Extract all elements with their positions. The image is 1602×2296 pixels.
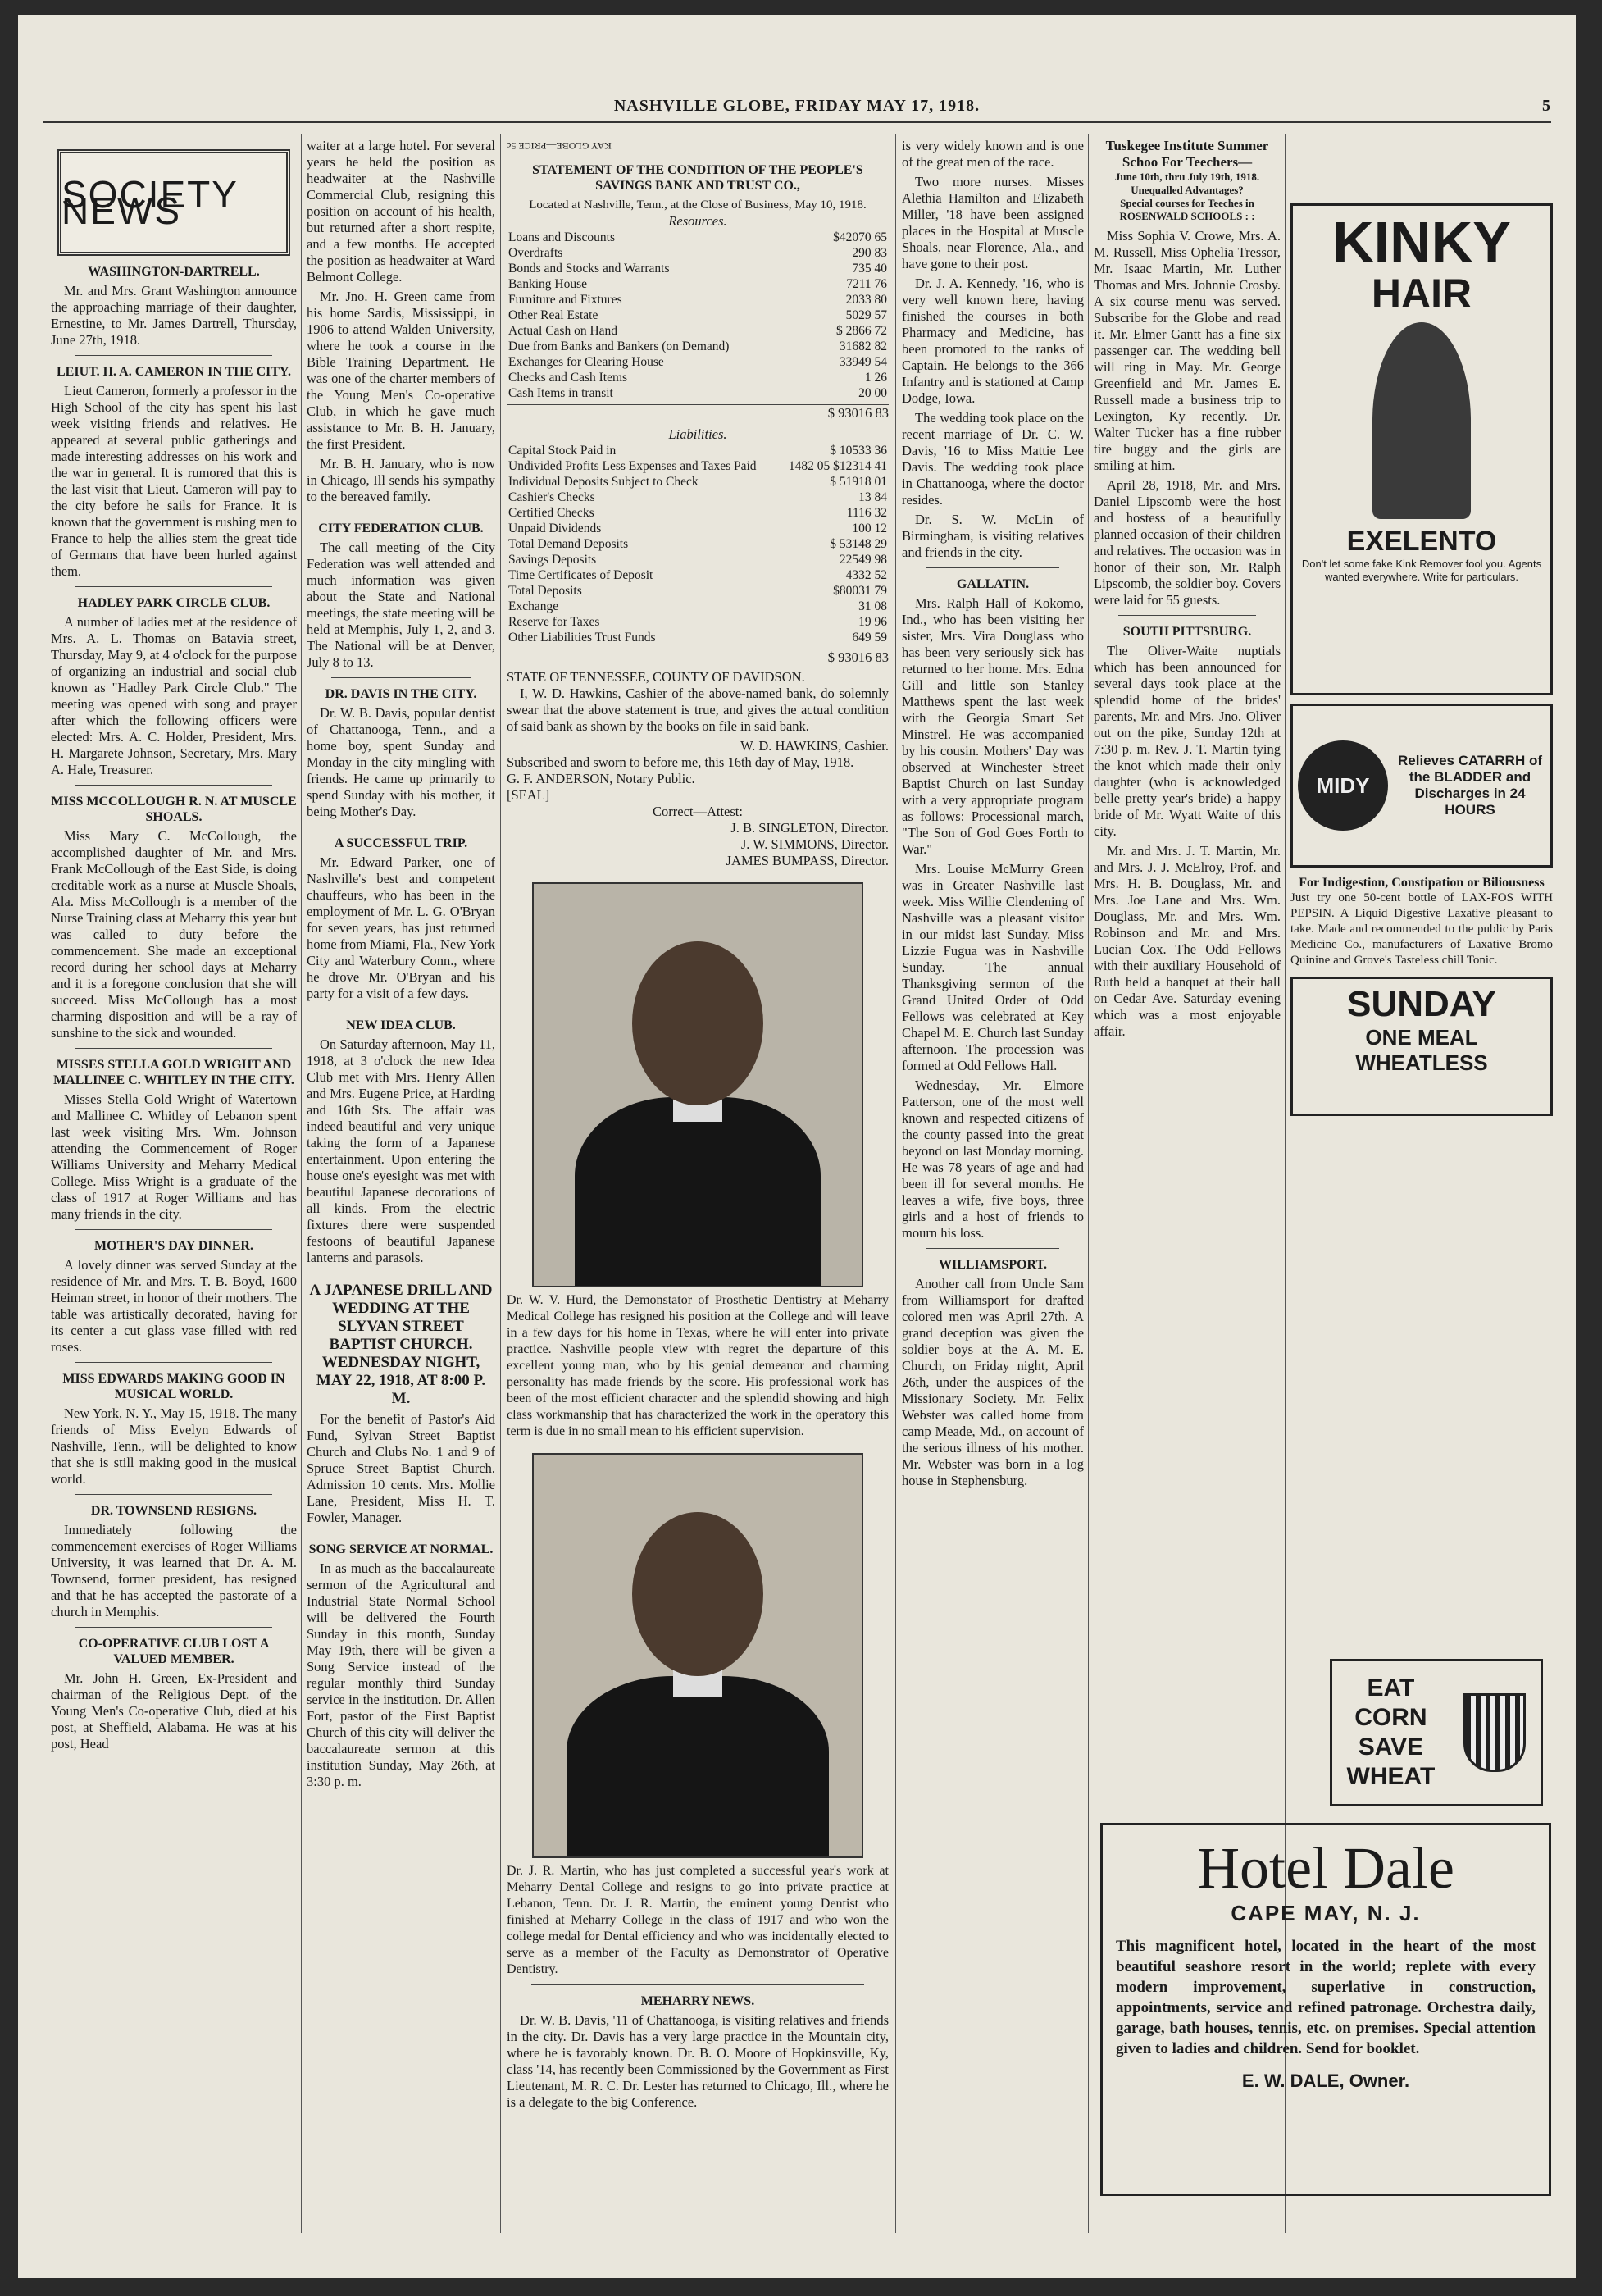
statement-label: Furniture and Fixtures bbox=[508, 293, 622, 307]
wheatless-text: ONE MEAL WHEATLESS bbox=[1355, 1025, 1488, 1075]
bank-statement-title: STATEMENT OF THE CONDITION OF THE PEOPLE'S SAVINGS BANK AND TRUST CO., bbox=[532, 163, 863, 193]
statement-row bbox=[507, 599, 889, 614]
column-1 bbox=[51, 138, 297, 2237]
sunday-headline: SUNDAY bbox=[1347, 984, 1496, 1024]
hotel-dale-ad bbox=[1100, 1823, 1551, 2196]
statement-row bbox=[507, 552, 889, 567]
statement-amount: 649 59 bbox=[852, 631, 887, 645]
statement-amount: 31 08 bbox=[858, 599, 887, 613]
sunday-wheatless-ad bbox=[1290, 977, 1553, 1116]
statement-amount: $80031 79 bbox=[833, 584, 887, 598]
column-rule bbox=[301, 134, 302, 2233]
statement-row bbox=[507, 354, 889, 370]
wheat-word: WHEAT bbox=[1346, 1763, 1436, 1790]
article-heading: MEHARRY NEWS. bbox=[640, 1994, 755, 2008]
column-6-ads bbox=[1290, 203, 1553, 1124]
statement-row bbox=[507, 490, 889, 505]
column-rule bbox=[1088, 134, 1089, 2233]
statement-amount: 33949 54 bbox=[839, 355, 887, 369]
column-rule bbox=[500, 134, 501, 2233]
statement-amount: 13 84 bbox=[858, 490, 887, 504]
kinky-ad-text: Don't let some fake Kink Remover fool you. Agents wanted everywhere. Write for particulars. bbox=[1301, 558, 1542, 583]
article-heading: MOTHER'S DAY DINNER. bbox=[94, 1239, 253, 1253]
article-heading: LEIUT. H. A. CAMERON IN THE CITY. bbox=[57, 365, 291, 379]
statement-label: Undivided Profits Less Expenses and Taxes Paid bbox=[508, 459, 757, 473]
divider bbox=[926, 567, 1059, 568]
catarrh-ad bbox=[1290, 704, 1553, 868]
article-text: On Saturday afternoon, May 11, 1918, at 3 o'clock the new Idea Club met with Mrs. Henry Allen and Mrs. Eugene Price, at Harding and 16th Sts. The affair was indeed beautiful and very unique taking the form of a Japanese entertainment. Upon entering the house one's eyesight was met with beautiful Japanese decorations of all kinds. From the electric fixtures there were suspended festoons of beautiful Japanese lanterns and parasols. bbox=[307, 1036, 495, 1265]
liabilities-table bbox=[507, 443, 889, 645]
article-heading: CITY FEDERATION CLUB. bbox=[318, 522, 484, 535]
resources-total: $ 93016 83 bbox=[507, 404, 889, 421]
article-text: Lieut Cameron, formerly a professor in the High School of the city has spent his last week visiting friends and relatives. He appeared at several public gatherings and made interesting addresses on his work and the war in general. It is rumored that this is the last visit that Lieut. Cameron will pay to the city before he sails for France. It is known that the government is rushing men to France to help the allies stem the great tide of Germans that have been hurled against them. bbox=[51, 383, 297, 579]
article-text: is very widely known and is one of the great men of the race. bbox=[902, 138, 1084, 170]
corn-word: CORN bbox=[1354, 1704, 1427, 1731]
statement-amount: $42070 65 bbox=[833, 230, 887, 244]
statement-row bbox=[507, 339, 889, 354]
statement-label: Total Deposits bbox=[508, 584, 582, 598]
statement-amount: 20 00 bbox=[858, 386, 887, 400]
statement-amount: 1116 32 bbox=[846, 506, 887, 520]
notary-line: G. F. ANDERSON, Notary Public. bbox=[507, 771, 695, 786]
attest-label: Correct—Attest: bbox=[653, 804, 743, 819]
article-text: Dr. W. B. Davis, '11 of Chattanooga, is visiting relatives and friends in the city. Dr. Davis has a very large practice in the Mountain city, where he is favorably known. Dr. B. O. Moore of Hopkinsville, Ky, class '14, has recently been Commissioned by the Government as First Lieutenant, M. R. C. Dr. Lester has returned to Chicago, Ill., where he is a delegate to the big Conference. bbox=[507, 2012, 889, 2110]
article-text: New York, N. Y., May 15, 1918. The many friends of Miss Evelyn Edwards of Nashville, Tenn., will be delighted to know that she is still making good in the musical world. bbox=[51, 1405, 297, 1487]
statement-row bbox=[507, 385, 889, 401]
divider bbox=[75, 1627, 272, 1628]
eat-word: EAT bbox=[1367, 1674, 1415, 1702]
statement-label: Certified Checks bbox=[508, 506, 594, 520]
divider bbox=[1118, 615, 1256, 616]
divider bbox=[531, 1984, 864, 1985]
article-text: In as much as the baccalaureate sermon of the Agricultural and Industrial State Normal School will be delivered the Fourth Sunday in this month, Sunday May 19th, there will be given a Song Service instead of the regular monthly third Sunday service in the institution. Dr. Allen Fort, pastor of the First Baptist Church of this city will deliver the baccalaureate sermon at this institution Sunday, May 26th, at 3:30 p. m. bbox=[307, 1560, 495, 1789]
kinky-headline: KINKY bbox=[1332, 210, 1511, 274]
hotel-location: CAPE MAY, N. J. bbox=[1231, 1901, 1421, 1925]
statement-label: Exchange bbox=[508, 599, 559, 613]
article-text: Wednesday, Mr. Elmore Patterson, one of the most well known and respected citizens of the county passed into the great beyond on last Monday morning. He was 78 years of age and had been ill for several months. He leaves a wife, five boys, three girls and a host of friends to mourn his loss. bbox=[902, 1077, 1084, 1241]
portrait-coat bbox=[567, 1676, 829, 1858]
column-rule bbox=[895, 134, 896, 2233]
statement-label: Checks and Cash Items bbox=[508, 371, 628, 385]
article-heading: SONG SERVICE AT NORMAL. bbox=[308, 1542, 494, 1556]
article-heading: DR. DAVIS IN THE CITY. bbox=[325, 687, 477, 701]
director-name: J. B. SINGLETON, Director. bbox=[730, 820, 889, 836]
statement-amount: 5029 57 bbox=[845, 308, 887, 322]
seal-label: [SEAL] bbox=[507, 787, 550, 803]
statement-amount: 1 26 bbox=[864, 371, 887, 385]
article-heading: GALLATIN. bbox=[956, 577, 1030, 591]
statement-label: Due from Banks and Bankers (on Demand) bbox=[508, 339, 730, 353]
article-text: The call meeting of the City Federation was well attended and much information was given about the State and National meetings, the state meeting will be held at Memphis, July 1, 2, and 3. The National will be at Denver, July 8 to 13. bbox=[307, 540, 495, 670]
statement-row bbox=[507, 505, 889, 521]
statement-row bbox=[507, 536, 889, 552]
statement-row bbox=[507, 521, 889, 536]
statement-label: Other Liabilities Trust Funds bbox=[508, 631, 656, 645]
article-text: Mr. B. H. January, who is now in Chicago, Ill sends his sympathy to the bereaved family. bbox=[307, 456, 495, 504]
statement-row bbox=[507, 230, 889, 245]
laxfos-ad bbox=[1290, 876, 1553, 968]
oath-text: I, W. D. Hawkins, Cashier of the above-named bank, do solemnly swear that the above statement is true, and gives the actual condition of said bank as shown by the books on file in said bank. bbox=[507, 686, 889, 734]
statement-label: Loans and Discounts bbox=[508, 230, 616, 244]
divider bbox=[331, 677, 471, 678]
article-heading: DR. TOWNSEND RESIGNS. bbox=[90, 1504, 257, 1518]
portrait-coat bbox=[575, 1097, 821, 1287]
statement-label: Reserve for Taxes bbox=[508, 615, 600, 629]
article-heading: MISS EDWARDS MAKING GOOD IN MUSICAL WORLD. bbox=[62, 1372, 285, 1401]
catarrh-ad-text: Relieves CATARRH of the BLADDER and Discharges in 24 HOURS bbox=[1397, 753, 1542, 818]
article-heading: SOUTH PITTSBURG. bbox=[1122, 625, 1252, 639]
liabilities-label: Liabilities. bbox=[668, 426, 727, 442]
statement-row bbox=[507, 458, 889, 474]
tuskegee-ad-heading: Tuskegee Institute Summer Schoo For Teechers— bbox=[1105, 138, 1269, 170]
article-heading: A SUCCESSFUL TRIP. bbox=[334, 836, 468, 850]
article-text: Dr. J. A. Kennedy, '16, who is very well known here, having finished the courses in both Pharmacy and Medicine, has been promoted to the ranks of Captain. He belongs to the 366 Infantry and is stationed at Camp Dodge, Iowa. bbox=[902, 276, 1084, 406]
divider bbox=[75, 1048, 272, 1049]
article-text: April 28, 1918, Mr. and Mrs. Daniel Lipscomb were the host and hostess of a beautifully planned occasion of their children and relatives. The occasion was in honor of their son, Mr. Ralph Lipscomb, the soldier boy. Covers were laid for 55 guests. bbox=[1094, 477, 1281, 608]
statement-label: Actual Cash on Hand bbox=[508, 324, 618, 338]
article-text: The Oliver-Waite nuptials which has been announced for several days took place at the splendid home of the brides' parents, Mr. and Mrs. Jno. Oliver out on the pike, Sunday 12th at 7:30 p. m. Rev. J. T. Martin tying the knot which made their only daughter (who is acknowledged belle pretty year's bride) a happy bride of Mr. Wyatt Waite of this city. bbox=[1094, 643, 1281, 839]
photo-caption-hurd: Dr. W. V. Hurd, the Demonstator of Prosthetic Dentistry at Meharry Medical College has resigned his position at the College and will leave in a few days for his home in Texas, where he will enter into private practice. Nashville people view with regret the departure of this excellent young man, who by his genial demeanor and charming personality has made friends by the score. His professional work has been of the most efficient character and the splendid showing and high class workmanship that has characterized the work in the operatory this term is due in no small mean to his efficient supervision. bbox=[507, 1293, 889, 1438]
article-text: Mrs. Ralph Hall of Kokomo, Ind., who has been visiting her sister, Mrs. Vira Douglass who has been very seriously sick has returned to her home. Mrs. Edna Gill and little son Stanley Matthews spent the last week with the Georgia Smart Set Minstrel. He was accompanied by his cousin. Mothers' Day was observed at Winchester Street Baptist Church on last Sunday with a very appropriate program as follows: Processional march, "The Son of God Goes Forth to War." bbox=[902, 595, 1084, 857]
resources-table bbox=[507, 230, 889, 401]
statement-amount: 100 12 bbox=[852, 522, 887, 535]
divider bbox=[926, 1248, 1059, 1249]
article-heading: MISS MCCOLLOUGH R. N. AT MUSCLE SHOALS. bbox=[51, 795, 297, 824]
statement-label: Overdrafts bbox=[508, 246, 563, 260]
article-text: Mrs. Louise McMurry Green was in Greater Nashville last week. Miss Willie Clendening of Nashville was a pleasant visitor in our midst last Sunday. Miss Lizzie Fugua was in Nashville Sunday. The annual Thanksgiving sermon of the Grand United Order of Odd Fellows was celebrated at Key Chapel M. E. Church last Sunday afternoon. The procession was formed at Odd Fellows Hall. bbox=[902, 861, 1084, 1073]
divider bbox=[75, 1362, 272, 1363]
statement-label: Other Real Estate bbox=[508, 308, 598, 322]
statement-amount: $ 10533 36 bbox=[830, 444, 887, 458]
article-text: For the benefit of Pastor's Aid Fund, Sylvan Street Baptist Church and Clubs No. 1 and 9 of Spruce Street Baptist Church. Admission 10 cents. Mrs. Mollie Lane, President, Miss H. T. Fowler, Manager. bbox=[307, 1411, 495, 1525]
article-heading: WILLIAMSPORT. bbox=[938, 1258, 1048, 1272]
article-text: Mr. Edward Parker, one of Nashville's best and competent chauffeurs, who has been in the employment of Mr. L. G. O'Bryan for seven years, has just returned home from Miami, Fla., New York City and Waterbury Conn., where he drove Mr. O'Bryan and his party for a visit of a few days. bbox=[307, 854, 495, 1001]
divider bbox=[75, 355, 272, 356]
statement-amount: 2033 80 bbox=[845, 293, 887, 307]
liabilities-total: $ 93016 83 bbox=[507, 649, 889, 666]
statement-row bbox=[507, 323, 889, 339]
hotel-description: This magnificent hotel, located in the heart of the most beautiful seashore resort in the world; replete with every modern improvement, superlative in construction, appointments, service and refined patronage. Orchestra daily, garage, bath houses, tennis, etc. on premises. Special attention given to ladies and children. Send for booklet. bbox=[1116, 1938, 1536, 2057]
shield-icon bbox=[1463, 1693, 1526, 1772]
article-text: Dr. S. W. McLin of Birmingham, is visiting relatives and friends in the city. bbox=[902, 512, 1084, 560]
column-2 bbox=[307, 138, 495, 2237]
masthead bbox=[18, 97, 1576, 116]
article-heading: HADLEY PARK CIRCLE CLUB. bbox=[77, 596, 271, 610]
hair-headline: HAIR bbox=[1371, 271, 1472, 317]
photo-caption-martin: Dr. J. R. Martin, who has just completed a successful year's work at Meharry Dental College and resigns to go into private practice at Lebanon, Tenn. Dr. J. R. Martin, the eminent young Dentist who finished at Meharry College in the class of 1917 and who won the college medal for Dental efficiency and who was incidentally elected to serve as a member of the Faculty as Demonstrator of Operative Dentistry. bbox=[507, 1864, 889, 1976]
statement-label: Cash Items in transit bbox=[508, 386, 613, 400]
eat-corn-text bbox=[1347, 1674, 1436, 1792]
statement-row bbox=[507, 567, 889, 583]
statement-row bbox=[507, 474, 889, 490]
statement-row bbox=[507, 583, 889, 599]
statement-row bbox=[507, 443, 889, 458]
statement-label: Unpaid Dividends bbox=[508, 522, 602, 535]
column-3 bbox=[507, 138, 889, 2237]
statement-row bbox=[507, 292, 889, 308]
exelento-brand: EXELENTO bbox=[1346, 526, 1497, 557]
newspaper-page bbox=[18, 15, 1576, 2278]
divider bbox=[75, 785, 272, 786]
society-news-banner: SOCIETY NEWS bbox=[57, 149, 290, 256]
article-text: A lovely dinner was served Sunday at the residence of Mr. and Mrs. T. B. Boyd, 1600 Heiman street, in honor of their mothers. The table was artistically decorated, having for its center a cut glass vase filled with red roses. bbox=[51, 1257, 297, 1355]
state-line: STATE OF TENNESSEE, COUNTY OF DAVIDSON. bbox=[507, 669, 805, 685]
statement-row bbox=[507, 261, 889, 276]
resources-label: Resources. bbox=[668, 213, 727, 229]
statement-label: Cashier's Checks bbox=[508, 490, 595, 504]
statement-row bbox=[507, 614, 889, 630]
column-5 bbox=[1094, 138, 1281, 1368]
upside-down-slug: KAY GLOBE—PRICE 5c bbox=[507, 140, 612, 152]
statement-amount: 31682 82 bbox=[839, 339, 887, 353]
laxfos-heading: For Indigestion, Constipation or Biliousness bbox=[1299, 876, 1545, 890]
statement-row bbox=[507, 276, 889, 292]
statement-amount: 22549 98 bbox=[839, 553, 887, 567]
article-text: A number of ladies met at the residence of Mrs. A. L. Thomas on Batavia street, Thursday, May 9, at 4 o'clock for the purpose of organizing an industrial and social club known as "Hadley Park Circle Club." The meeting was opened with song and prayer after which the following officers were elected: Mrs. A. C. Holder, President, Mrs. H. Margarete Johnson, Secretary, Mrs. Mary A. Hale, Treasurer. bbox=[51, 614, 297, 777]
article-text: waiter at a large hotel. For several years he held the position as headwaiter at the Nashville Commercial Club, resigning this position on account of his health, but returned after a short respite, and a few months. He accepted the position as headwaiter at Ward Belmont College. bbox=[307, 138, 495, 285]
eat-corn-ad bbox=[1330, 1659, 1543, 1806]
statement-row bbox=[507, 245, 889, 261]
article-text: Mr. and Mrs. Grant Washington announce the approaching marriage of their daughter, Ernestine, to Mr. James Dartrell, Thursday, June 27th, 1918. bbox=[51, 283, 297, 348]
statement-label: Banking House bbox=[508, 277, 588, 291]
masthead-title: NASHVILLE GLOBE, FRIDAY MAY 17, 1918. bbox=[613, 97, 981, 115]
statement-label: Capital Stock Paid in bbox=[508, 444, 617, 458]
tuskegee-ad-subtitle: Special courses for Teeches in ROSENWALD SCHOOLS : : bbox=[1119, 197, 1255, 222]
article-text: Another call from Uncle Sam from Williamsport for drafted colored men was April 27th. A grand deception was given the soldier boys at the A. M. E. Church, on Friday night, April 26th, under the auspices of the Missionary Society. Mr. Felix Webster was called home from camp Meade, Md., on account of the serious illness of his mother. Mr. Webster was born in a log house in Stephensburg. bbox=[902, 1276, 1084, 1488]
statement-label: Exchanges for Clearing House bbox=[508, 355, 664, 369]
masthead-rule bbox=[43, 121, 1551, 123]
article-text: Misses Stella Gold Wright of Watertown and Mallinee C. Whitley of Lebanon spent last week visiting Mrs. Wm. Johnson attending the Commencement of Roger Williams University and Meharry Medical College. Miss Wright is a graduate of the class of 1917 at Roger Williams and has many friends in the city. bbox=[51, 1091, 297, 1222]
statement-amount: 7211 76 bbox=[846, 277, 887, 291]
article-text: Mr. and Mrs. J. T. Martin, Mr. and Mrs. J. J. McElroy, Prof. and Mrs. H. B. Douglass, Mr. and Mrs. Joe Lane and Mrs. Wm. Douglass, Mr. and Mrs. Wm. Robinson and Mr. and Mrs. Lucian Cox. The Odd Fellows with their auxiliary Household of Ruth held a banquet at their hall on Cedar Ave. Saturday evening which was a most enjoyable affair. bbox=[1094, 843, 1281, 1039]
statement-amount: $ 2866 72 bbox=[836, 324, 887, 338]
statement-amount: 19 96 bbox=[858, 615, 887, 629]
laxfos-text: Just try one 50-cent bottle of LAX-FOS WITH PEPSIN. A Liquid Digestive Laxative pleasant to take. Made and recommended to the public by Paris Medicine Co., manufacturers of Laxative Bromo Quinine and Grove's Tasteless chill Tonic. bbox=[1290, 891, 1553, 967]
statement-label: Individual Deposits Subject to Check bbox=[508, 475, 699, 489]
tuskegee-ad-dates: June 10th, thru July 19th, 1918. Unequalled Advantages? bbox=[1114, 171, 1260, 196]
midy-capsule-icon: MIDY bbox=[1298, 740, 1388, 831]
article-heading: MISSES STELLA GOLD WRIGHT AND MALLINEE C. WHITLEY IN THE CITY. bbox=[53, 1058, 294, 1087]
article-text: The wedding took place on the recent marriage of Dr. C. W. Davis, '16 to Miss Mattie Lee Davis. The wedding took place in Chattanooga, where the doctor resides. bbox=[902, 410, 1084, 508]
statement-row bbox=[507, 370, 889, 385]
divider bbox=[75, 1494, 272, 1495]
column-4 bbox=[902, 138, 1084, 2237]
statement-amount: $ 51918 01 bbox=[830, 475, 887, 489]
statement-amount: 290 83 bbox=[852, 246, 887, 260]
woman-illustration-icon bbox=[1372, 322, 1471, 519]
statement-amount: 4332 52 bbox=[845, 568, 887, 582]
cashier-signature: W. D. HAWKINS, Cashier. bbox=[740, 738, 889, 754]
statement-label: Time Certificates of Deposit bbox=[508, 568, 653, 582]
hotel-owner: E. W. DALE, Owner. bbox=[1241, 2070, 1410, 2091]
article-text: Miss Sophia V. Crowe, Mrs. A. M. Russell, Miss Ophelia Tressor, Mr. Isaac Martin, Mr. Luther Thomas and Mrs. Johnnie Crosby. A six course menu was served. Subscribe for the Globe and read it. Mr. Elmer Gantt has a fine six passenger car. The wedding bell will ring in May. Mr. George Greenfield and Mr. James E. Russell made a business trip to Lexington, Ky recently. Dr. Walter Tucker has a fine rubber tire buggy and the girls are smiling at him. bbox=[1094, 228, 1281, 473]
article-heading: WASHINGTON-DARTRELL. bbox=[88, 265, 260, 279]
statement-amount: 1482 05 $12314 41 bbox=[788, 459, 887, 473]
statement-row bbox=[507, 308, 889, 323]
bank-statement-subtitle: Located at Nashville, Tenn., at the Close of Business, May 10, 1918. bbox=[529, 198, 867, 212]
portrait-photo-martin bbox=[532, 1453, 863, 1858]
article-text: Mr. John H. Green, Ex-President and chairman of the Religious Dept. of the Young Men's Co-operative Club, died at his post, at Sheffield, Alabama. He was at his post, Head bbox=[51, 1670, 297, 1752]
article-heading: CO-OPERATIVE CLUB LOST A VALUED MEMBER. bbox=[78, 1637, 270, 1666]
statement-amount: 735 40 bbox=[852, 262, 887, 276]
article-text: Immediately following the commencement exercises of Roger Williams University, it was learned that Dr. A. M. Townsend, former president, has resigned and that he has accepted the pastorate of a church in Memphis. bbox=[51, 1522, 297, 1620]
article-text: Miss Mary C. McCollough, the accomplished daughter of Mr. and Mrs. Frank McCollough of the East Side, is doing creditable work as a nurse at Muscle Shoals, Ala. Miss McCollough is a member of the Nurse Training class at Meharry this year but was called to duty before the commencement. She made an exceptional record during her school days at Meharry and it is a foregone conclusion that she will succeed. Miss McCollough has a most charming disposition and will be a ray of sunshine to the sick and wounded. bbox=[51, 828, 297, 1041]
save-word: SAVE bbox=[1358, 1733, 1424, 1761]
article-heading: NEW IDEA CLUB. bbox=[346, 1018, 456, 1032]
divider bbox=[75, 586, 272, 587]
hotel-name: Hotel Dale bbox=[1197, 1835, 1454, 1901]
portrait-face bbox=[632, 941, 763, 1105]
statement-row bbox=[507, 630, 889, 645]
article-text: Dr. W. B. Davis, popular dentist of Chattanooga, Tenn., and a home boy, spent Sunday and Monday in the city mingling with friends. He came up primarily to spend Sunday with his mother, it being Mother's Day. bbox=[307, 705, 495, 819]
sworn-line: Subscribed and sworn to before me, this 16th day of May, 1918. bbox=[507, 754, 854, 770]
kinky-hair-ad bbox=[1290, 203, 1553, 695]
article-heading: A JAPANESE DRILL AND WEDDING AT THE SLYVAN STREET BAPTIST CHURCH. WEDNESDAY NIGHT, MAY 22, 1918, AT 8:00 P. M. bbox=[309, 1282, 493, 1407]
director-name: J. W. SIMMONS, Director. bbox=[740, 836, 889, 852]
article-text: Mr. Jno. H. Green came from his home Sardis, Mississippi, in 1906 to attend Walden University, where he took a course in the Bible Training Department. He was one of the charter members of the Young Men's Co-operative Club, in which he gave much assistance to Mr. B. H. January, the first President. bbox=[307, 289, 495, 452]
page-number: 5 bbox=[1542, 97, 1551, 115]
article-text: Two more nurses. Misses Alethia Hamilton and Elizabeth Miller, '18 have been assigned places in the Hospital at Muscle Shoals, near Florence, Ala., and have gone to their post. bbox=[902, 174, 1084, 271]
statement-label: Total Demand Deposits bbox=[508, 537, 629, 551]
statement-label: Savings Deposits bbox=[508, 553, 597, 567]
portrait-photo-hurd bbox=[532, 882, 863, 1287]
divider bbox=[75, 1229, 272, 1230]
statement-amount: $ 53148 29 bbox=[830, 537, 887, 551]
director-name: JAMES BUMPASS, Director. bbox=[726, 853, 889, 868]
directors-list bbox=[507, 820, 889, 869]
portrait-face bbox=[632, 1512, 763, 1676]
statement-label: Bonds and Stocks and Warrants bbox=[508, 262, 670, 276]
